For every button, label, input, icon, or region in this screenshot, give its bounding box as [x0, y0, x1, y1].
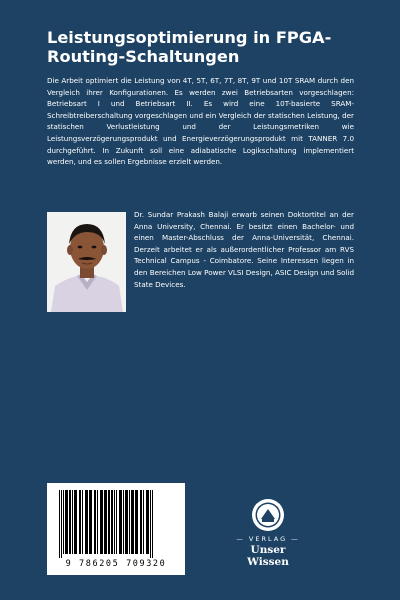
barcode-bar — [61, 490, 62, 558]
barcode-bar — [116, 490, 117, 554]
barcode-bar — [65, 490, 68, 554]
barcode-bar — [140, 490, 142, 554]
barcode-bars — [57, 490, 175, 558]
barcode-bar — [119, 490, 122, 554]
book-abstract: Die Arbeit optimiert die Leistung von 4T, 5T, 6T, 7T, 8T, 9T und 10T SRAM durch den Vergleich ihrer Konfigurationen. Es werden zwei Betriebsarten vorgeschlagen: Betriebsart I und Betriebsart II. Es wird eine 10T-basierte SRAM-Schreibtreiberschaltung vorgeschlagen und ein Vergleich der statischen Leistung, der statischen Verlustleistung und der Leistungsmetriken wie Leistungsverzögerungsprodukt und Energieverzögerungsprodukt mit TANNER 7.0 durchgeführt. In Zukunft soll eine adiabatische Logikschaltung implementiert werden, und es sollen Ergebnisse erzielt werden. — [47, 76, 354, 167]
author-bio: Dr. Sundar Prakash Balaji erwarb seinen Doktortitel an der Anna University, Chennai. Er besitzt einen Bachelor- und einen Master-Abschluss der Anna-Universität, Chennai. Derzeit arbeitet er als außerordentlicher Professor am RVS Technical Campus - Coimbatore. Seine Interessen liegen in den Bereichen Low Power VLSI Design, ASIC Design und Solid State Devices. — [134, 210, 354, 289]
barcode-bar — [85, 490, 88, 554]
barcode-bar — [131, 490, 134, 554]
barcode-bar — [146, 490, 149, 554]
publisher-verlag-label: — VERLAG — — [236, 535, 300, 543]
barcode-bar — [72, 490, 73, 554]
barcode-bar — [129, 490, 130, 554]
barcode-bar — [79, 490, 81, 554]
barcode-bar — [74, 490, 77, 554]
book-title: Leistungsoptimierung in FPGA-Routing-Schaltungen — [47, 28, 332, 66]
barcode-bar — [97, 490, 98, 554]
barcode-bar — [111, 490, 113, 554]
barcode-bar — [143, 490, 144, 554]
barcode-bar — [152, 490, 153, 558]
barcode-bar — [108, 490, 110, 554]
barcode-bar — [89, 490, 92, 554]
barcode-bar — [123, 490, 124, 554]
isbn-barcode — [47, 483, 185, 575]
barcode-bar — [94, 490, 96, 554]
barcode-bar — [114, 490, 115, 554]
barcode-bar — [59, 490, 60, 558]
barcode-bar — [82, 490, 83, 554]
barcode-bar — [135, 490, 138, 554]
publisher-logo-icon — [251, 498, 285, 532]
publisher-name: Unser Wissen — [247, 544, 289, 568]
barcode-bar — [63, 490, 64, 554]
isbn-digits: 9 786205 709320 — [65, 559, 167, 569]
author-photo — [47, 212, 126, 312]
publisher-block — [228, 498, 308, 568]
author-portrait-image — [47, 212, 126, 312]
barcode-bar — [125, 490, 128, 554]
barcode-bar — [100, 490, 103, 554]
barcode-bar — [104, 490, 107, 554]
barcode-bar — [150, 490, 151, 558]
barcode-bar — [69, 490, 71, 554]
